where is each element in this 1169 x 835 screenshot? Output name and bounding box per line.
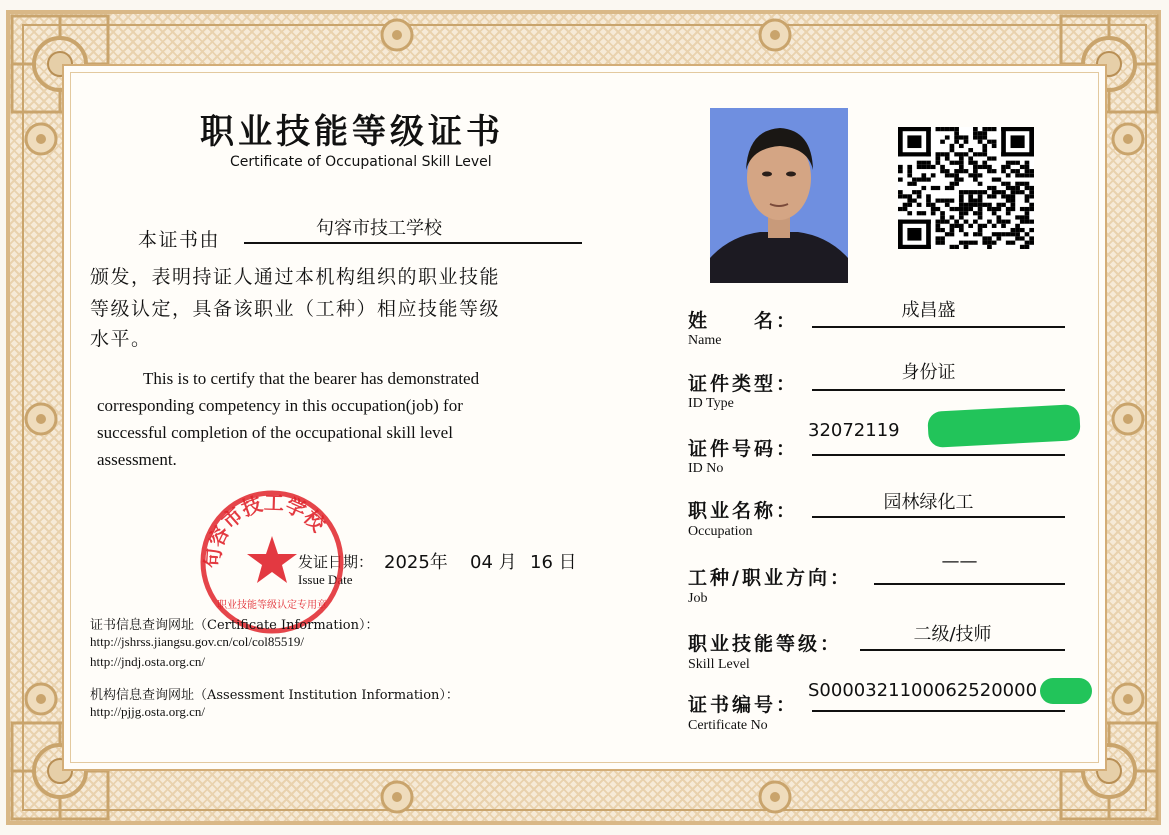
side-ornament-left-middle xyxy=(22,400,60,438)
side-ornament-top-left xyxy=(378,16,416,54)
certificate-number-label-cn: 证书编号： xyxy=(688,694,799,716)
query-cert-url2[interactable]: http://jndj.osta.org.cn/ xyxy=(90,654,205,669)
side-ornament-bottom-right xyxy=(756,778,794,816)
issued-by-prefix: 本证书由 xyxy=(138,229,221,251)
name-value: 成昌盛 xyxy=(901,300,956,321)
id-number-underline xyxy=(812,454,1065,456)
certificate-number-underline xyxy=(812,710,1065,712)
skill-level-underline xyxy=(860,649,1065,651)
side-ornament-left-bottom xyxy=(22,680,60,718)
occupation-label-cn: 职业名称： xyxy=(688,500,799,522)
side-ornament-top-right xyxy=(756,16,794,54)
body-cn-line2: 等级认定，具备该职业（工种）相应技能等级 xyxy=(90,298,501,320)
id-type-underline xyxy=(812,389,1065,391)
body-cn-line1: 颁发，表明持证人通过本机构组织的职业技能 xyxy=(90,266,501,288)
id-type-label-en: ID Type xyxy=(688,396,734,411)
issuer-underline xyxy=(244,242,582,244)
query-cert-label: 证书信息查询网址（Certificate Information）： xyxy=(90,618,379,633)
name-underline xyxy=(812,326,1065,328)
title-chinese: 职业技能等级证书 xyxy=(200,112,504,152)
query-cert-url1[interactable]: http://jshrss.jiangsu.gov.cn/col/col85519/ xyxy=(90,634,305,649)
body-en-line2: corresponding competency in this occupation(job) for xyxy=(97,396,463,415)
side-ornament-bottom-left xyxy=(378,778,416,816)
side-ornament-left-top xyxy=(22,120,60,158)
issue-date-label-en: Issue Date xyxy=(298,572,353,587)
job-underline xyxy=(874,583,1065,585)
certificate-number-value: S0000321100062520000 xyxy=(808,680,1038,701)
id-type-value: 身份证 xyxy=(901,362,956,383)
issuer-name: 句容市技工学校 xyxy=(316,218,442,239)
query-inst-url[interactable]: http://pjjg.osta.org.cn/ xyxy=(90,704,205,719)
skill-level-label-cn: 职业技能等级： xyxy=(688,633,843,655)
cert-number-redaction xyxy=(1040,678,1092,704)
occupation-value: 园林绿化工 xyxy=(883,492,974,513)
issue-date-label-cn: 发证日期： xyxy=(298,553,374,571)
holder-photo xyxy=(710,108,848,283)
certificate-number-label-en: Certificate No xyxy=(688,718,768,733)
side-ornament-right-middle xyxy=(1109,400,1147,438)
id-type-label-cn: 证件类型： xyxy=(688,373,799,395)
id-number-label-en: ID No xyxy=(688,461,724,476)
issue-year: 2025年 xyxy=(384,552,448,573)
body-en-line1: This is to certify that the bearer has demonstrated xyxy=(143,369,480,388)
occupation-underline xyxy=(812,516,1065,518)
occupation-label-en: Occupation xyxy=(688,524,753,539)
id-number-label-cn: 证件号码： xyxy=(688,438,799,460)
job-value: —— xyxy=(941,551,978,572)
svg-text:句容市技工学校: 句容市技工学校 xyxy=(200,490,331,569)
skill-level-value: 二级/技师 xyxy=(913,624,992,645)
svg-text:职业技能等级认定专用章: 职业技能等级认定专用章 xyxy=(217,600,327,611)
side-ornament-right-top xyxy=(1109,120,1147,158)
body-en-line4: assessment. xyxy=(97,450,177,469)
title-english: Certificate of Occupational Skill Level xyxy=(230,154,492,170)
side-ornament-right-bottom xyxy=(1109,680,1147,718)
body-cn-line3: 水平。 xyxy=(90,328,152,350)
job-label-en: Job xyxy=(688,591,708,606)
issue-day: 16 日 xyxy=(530,552,577,573)
name-label-cn: 姓 名： xyxy=(688,310,799,332)
id-number-value: 32072119 xyxy=(808,420,900,441)
skill-level-label-en: Skill Level xyxy=(688,657,750,672)
name-label-en: Name xyxy=(688,333,722,348)
body-en-line3: successful completion of the occupational skill level xyxy=(97,423,453,442)
qr-code[interactable] xyxy=(898,127,1034,249)
job-label-cn: 工种/职业方向： xyxy=(688,567,852,589)
query-inst-label: 机构信息查询网址（Assessment Institution Information）： xyxy=(90,688,459,703)
issue-month: 04 月 xyxy=(470,552,517,573)
